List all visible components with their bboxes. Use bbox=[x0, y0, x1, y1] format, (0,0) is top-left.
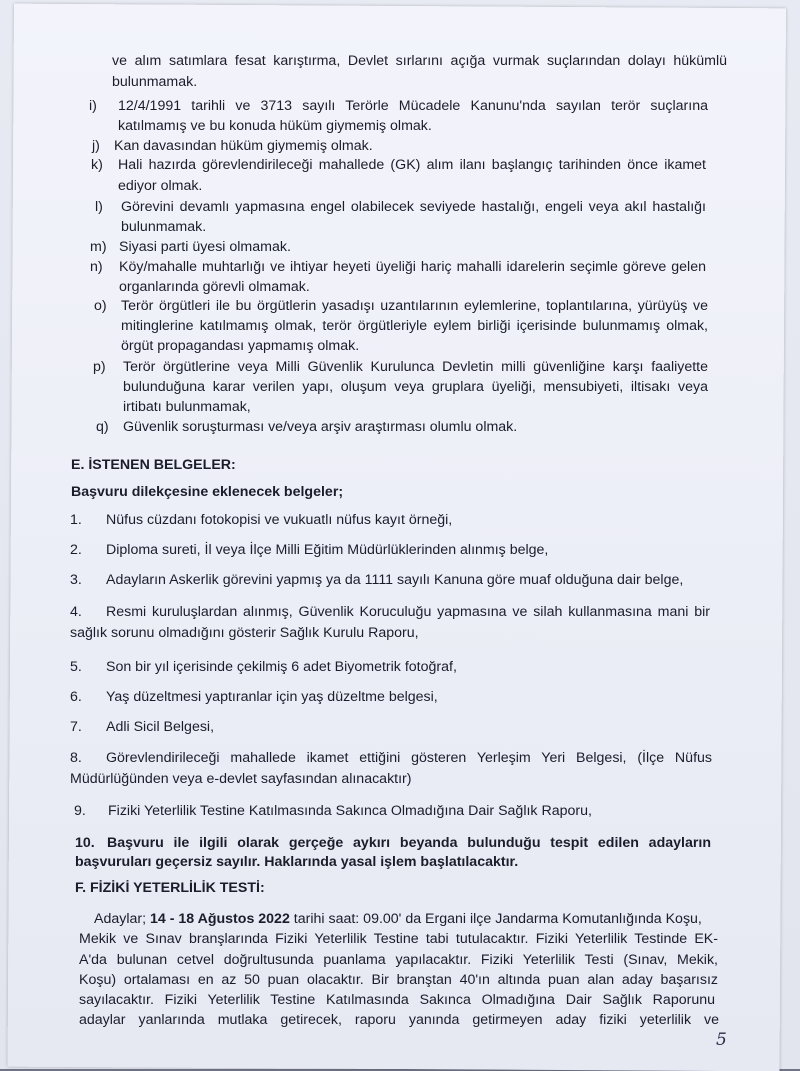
doc-item-2-num: 2. bbox=[70, 542, 82, 558]
doc-item-8-text: Görevlendirileceği mahallede ikamet ettiğini gösteren Yerleşim Yeri Belgesi, (İlçe Nüfus bbox=[106, 750, 712, 766]
criterion-q-label: q) bbox=[96, 419, 109, 435]
doc-item-5-num: 5. bbox=[70, 659, 82, 675]
criterion-k-line2: ediyor olmak. bbox=[118, 178, 203, 194]
doc-item-3-text: Adayların Askerlik görevini yapmış ya da 1111 sayılı Kanuna göre muaf olduğuna dair belge, bbox=[106, 572, 684, 588]
criterion-h-line1: ve alım satımlara fesat karıştırma, Devlet sırlarını açığa vurmak suçlarından dolayı hükümlü bbox=[112, 53, 727, 69]
criterion-m-label: m) bbox=[90, 239, 107, 255]
section-f-paragraph-line2: Mekik ve Sınav branşlarında Fiziki Yeterlilik Testine tabi tutulacaktır. Fiziki Yeterlilik Testinde EK- bbox=[79, 931, 718, 947]
section-f-paragraph-line3: A'da bulunan cetvel doğrultusunda puanlama yapılacaktır. Fiziki Yeterlilik Testi (Sınav, Mekik, bbox=[79, 952, 718, 968]
page-number: 5 bbox=[716, 1030, 727, 1050]
doc-item-1-text: Nüfus cüzdanı fotokopisi ve vukuatlı nüfus kayıt örneği, bbox=[106, 512, 453, 528]
doc-item-7-text: Adli Sicil Belgesi, bbox=[106, 719, 215, 735]
doc-item-6-num: 6. bbox=[70, 689, 82, 705]
criterion-m-line1: Siyasi parti üyesi olmamak. bbox=[119, 239, 291, 255]
criterion-l-line2: bulunmamak. bbox=[121, 219, 207, 235]
doc-item-9-num: 9. bbox=[74, 803, 86, 819]
doc-item-6-text: Yaş düzeltmesi yaptıranlar için yaş düzeltme belgesi, bbox=[106, 689, 438, 705]
criterion-p-line3: irtibatı bulunmamak, bbox=[123, 399, 251, 415]
criterion-p-label: p) bbox=[93, 359, 106, 375]
criterion-n-label: n) bbox=[90, 259, 103, 275]
criterion-h-line2: bulunmamak. bbox=[112, 74, 198, 90]
criterion-l-label: l) bbox=[95, 199, 103, 215]
doc-item-1-num: 1. bbox=[70, 512, 82, 528]
criterion-i-line1: 12/4/1991 tarihli ve 3713 sayılı Terörle Mücadele Kanunu'nda sayılan terör suçlarına bbox=[118, 98, 708, 114]
section-f-paragraph-line4: Koşu) ortalaması en az 50 puan olacaktır. Bir branştan 40'ın altında puan alan aday başarısız bbox=[79, 972, 718, 988]
criterion-o-line1: Terör örgütleri ile bu örgütlerin yasadışı uzantılarının eylemlerine, toplantılarına, yürüyüş ve bbox=[121, 298, 708, 314]
criterion-n-line2: organlarında görevli olmamak. bbox=[119, 279, 310, 295]
criterion-l-line1: Görevini devamlı yapmasına engel olabilecek seviyede hastalığı, engeli veya akıl hastalığı bbox=[121, 199, 706, 215]
section-f-lead: Adaylar; bbox=[94, 911, 150, 927]
criterion-p-line2: bulunduğuna karar verilen yapı, oluşum veya gruplara üyeliği, mensubiyeti, iltisakı veya bbox=[123, 379, 708, 395]
doc-item-4-text2: sağlık sorunu olmadığını gösterir Sağlık Kurulu Raporu, bbox=[70, 625, 419, 641]
criterion-j-label: j) bbox=[92, 138, 100, 154]
doc-item-8-text2: Müdürlüğünden veya e-devlet sayfasından alınacaktır) bbox=[70, 771, 412, 787]
doc-item-9-text: Fiziki Yeterlilik Testine Katılmasında Sakınca Olmadığına Dair Sağlık Raporu, bbox=[108, 803, 592, 819]
doc-item-2-text: Diploma sureti, İl veya İlçe Milli Eğitim Müdürlüklerinden alınmış belge, bbox=[106, 542, 549, 558]
doc-item-5-text: Son bir yıl içerisinde çekilmiş 6 adet Biyometrik fotoğraf, bbox=[106, 659, 457, 675]
section-f-date: 14 - 18 Ağustos 2022 bbox=[150, 911, 290, 927]
section-f-heading: F. FİZİKİ YETERLİLİK TESTİ: bbox=[75, 880, 265, 896]
doc-item-8-num: 8. bbox=[70, 750, 82, 766]
criterion-k-label: k) bbox=[91, 157, 103, 173]
criterion-i-line2: katılmamış ve bu konuda hüküm giymemiş olmak. bbox=[118, 118, 432, 134]
section-f-paragraph-line6: adaylar yanlarında mutlaka getirecek, raporu yanında getirmeyen aday fiziki yeterlilik ve bbox=[79, 1012, 719, 1028]
doc-item-10-num: 10. bbox=[75, 835, 95, 851]
criterion-n-line1: Köy/mahalle muhtarlığı ve ihtiyar heyeti üyeliği hariç mahalli idarelerin seçimle göreve gelen bbox=[119, 259, 706, 275]
doc-item-10-text: Başvuru ile ilgili olarak gerçeğe aykırı beyanda bulunduğu tespit edilen adayların bbox=[107, 835, 711, 851]
section-f-rest: tarihi saat: 09.00' da Ergani ilçe Jandarma Komutanlığında Koşu, bbox=[289, 911, 702, 927]
section-f-paragraph-line1 bbox=[94, 910, 702, 928]
criterion-q-line1: Güvenlik soruşturması ve/veya arşiv araştırması olumlu olmak. bbox=[123, 419, 518, 435]
criterion-j-line1: Kan davasından hüküm giymemiş olmak. bbox=[114, 138, 373, 154]
criterion-i-label: i) bbox=[89, 98, 97, 114]
doc-item-10-text2: başvuruları geçersiz sayılır. Haklarında yasal işlem başlatılacaktır. bbox=[75, 854, 519, 870]
criterion-o-line2: mitinglerine katılmamış olmak, terör örgütleriyle eylem birliği içerisinde bulunmamış olmak, bbox=[121, 318, 708, 334]
doc-item-3-num: 3. bbox=[70, 572, 82, 588]
criterion-k-line1: Hali hazırda görevlendirileceği mahallede (GK) alım ilanı başlangıç tarihinden önce ikamet bbox=[118, 157, 706, 173]
section-f-paragraph-line5: sayılacaktır. Fiziki Yeterlilik Testine Katılmasında Sakınca Olmadığına Dair Sağlık Raporunu bbox=[79, 992, 715, 1008]
doc-item-4-num: 4. bbox=[70, 604, 82, 620]
criterion-o-line3: örgüt propagandası yapmamış olmak. bbox=[121, 338, 360, 354]
doc-item-7-num: 7. bbox=[70, 719, 82, 735]
doc-item-4-text: Resmi kuruluşlardan alınmış, Güvenlik Koruculuğu yapmasına ve silah kullanmasına mani bir bbox=[106, 604, 710, 620]
criterion-o-label: o) bbox=[94, 298, 107, 314]
section-e-heading: E. İSTENEN BELGELER: bbox=[71, 457, 236, 473]
criterion-p-line1: Terör örgütlerine veya Milli Güvenlik Kurulunca Devletin milli güvenliğine karşı faaliyette bbox=[123, 359, 708, 375]
section-e-subheading: Başvuru dilekçesine eklenecek belgeler; bbox=[71, 484, 344, 500]
